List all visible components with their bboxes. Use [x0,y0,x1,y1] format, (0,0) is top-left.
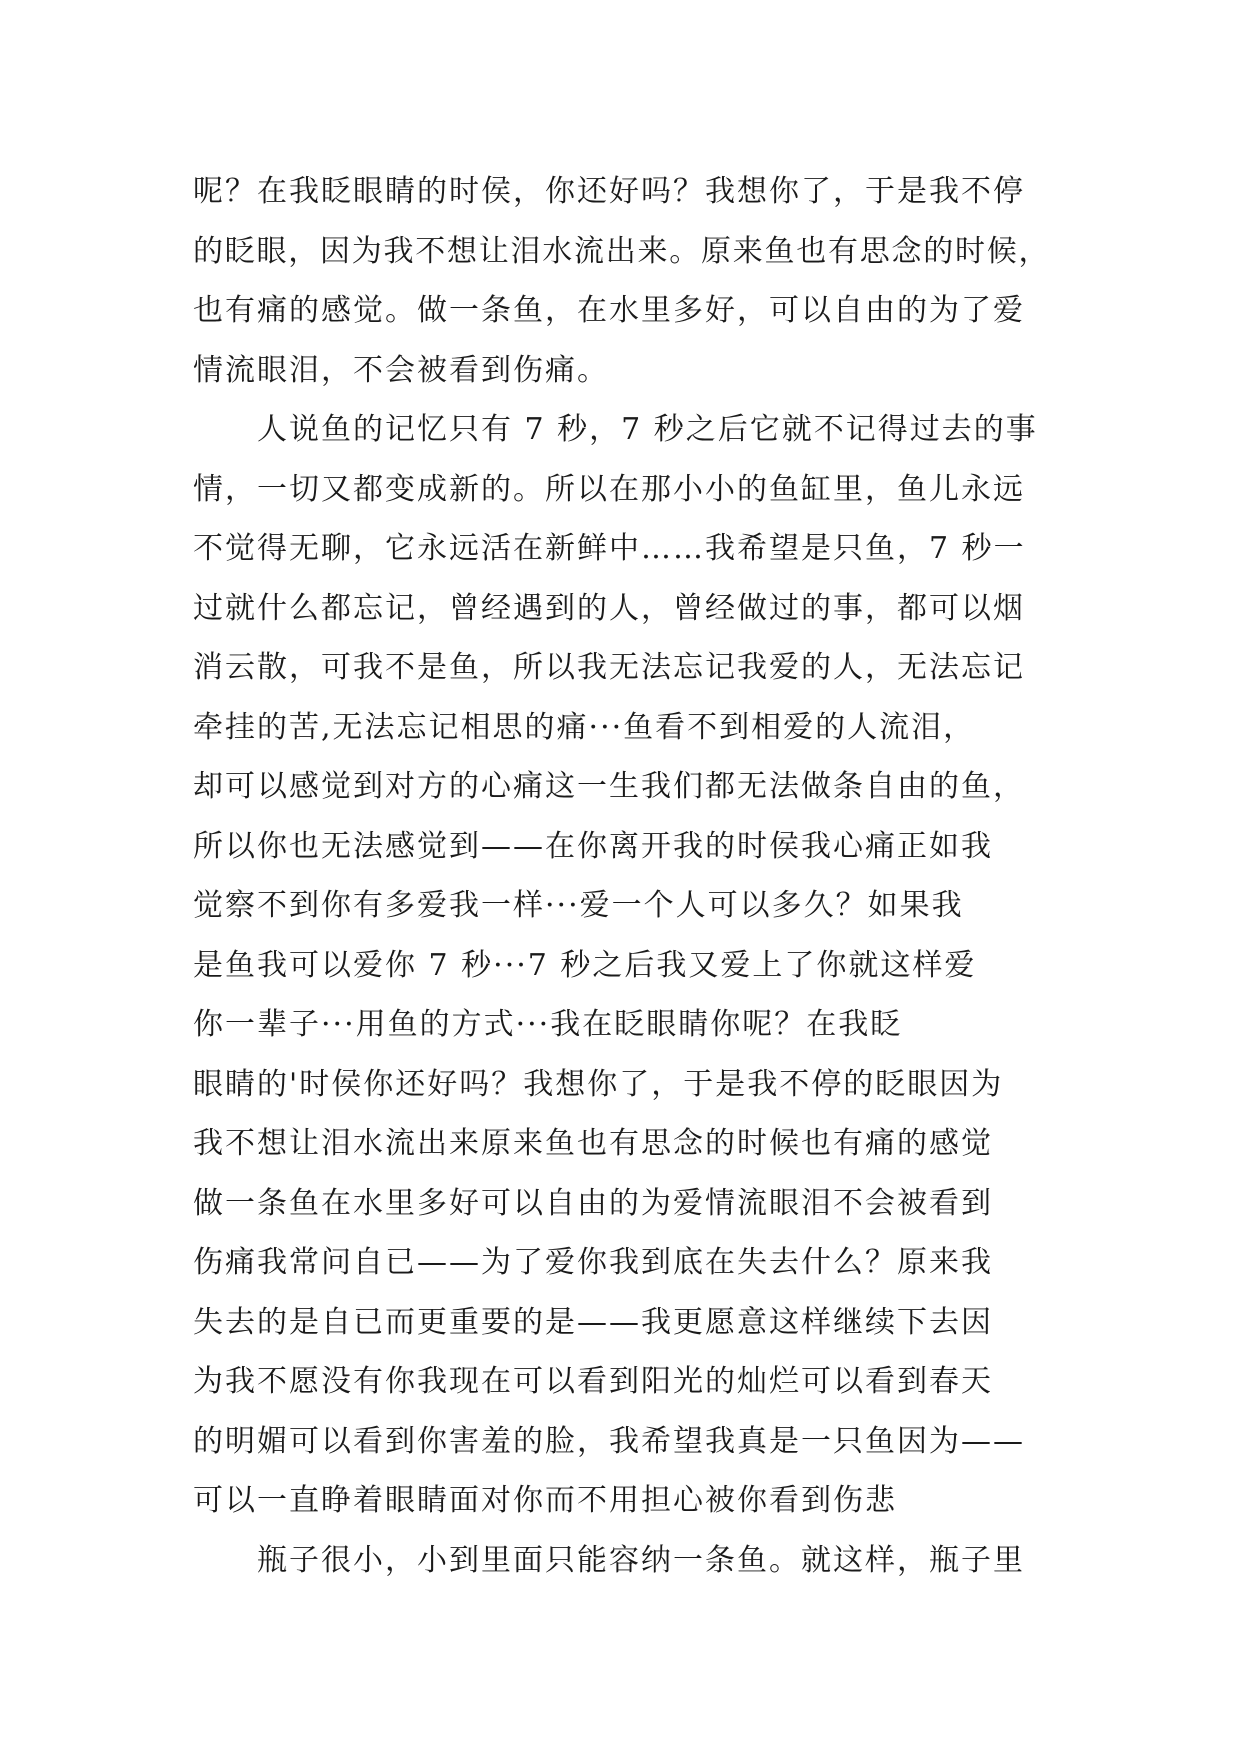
text-line: 我不想让泪水流出来原来鱼也有思念的时候也有痛的感觉 [193,1126,993,1161]
text-line: 牵挂的苦,无法忘记相思的痛···鱼看不到相爱的人流泪， [193,709,976,745]
text-line: 却可以感觉到对方的心痛这一生我们都无法做条自由的鱼， [193,769,1025,804]
text-line: 所以你也无法感觉到——在你离开我的时侯我心痛正如我 [193,828,993,864]
text-line: 过就什么都忘记，曾经遇到的人，曾经做过的事，都可以烟 [193,590,1025,626]
text-line: 是鱼我可以爱你 7 秒···7 秒之后我又爱上了你就这样爱 [193,947,977,983]
paragraph [193,400,1053,1531]
text-line: 不觉得无聊，它永远活在新鲜中……我希望是只鱼，7 秒一 [193,531,1026,566]
text-line: 可以一直睁着眼睛面对你而不用担心被你看到伤悲 [193,1483,897,1518]
text-line: 人说鱼的记忆只有 7 秒，7 秒之后它就不记得过去的事 [257,412,1038,447]
text-line: 为我不愿没有你我现在可以看到阳光的灿烂可以看到春天 [193,1364,993,1399]
paragraph [193,1531,1053,1591]
text-line: 呢？在我眨眼睛的时侯，你还好吗？我想你了，于是我不停 [193,174,1025,209]
text-line: 失去的是自已而更重要的是——我更愿意这样继续下去因 [193,1304,993,1340]
text-line: 情流眼泪，不会被看到伤痛。 [193,352,609,388]
text-line: 做一条鱼在水里多好可以自由的为爱情流眼泪不会被看到 [193,1185,993,1221]
text-line: 消云散，可我不是鱼，所以我无法忘记我爱的人，无法忘记 [193,650,1025,685]
text-line: 也有痛的感觉。做一条鱼，在水里多好，可以自由的为了爱 [193,293,1025,328]
paragraph [193,162,1053,400]
text-line: 眼睛的'时侯你还好吗？我想你了，于是我不停的眨眼因为 [193,1066,1004,1102]
text-line: 的眨眼，因为我不想让泪水流出来。原来鱼也有思念的时候， [193,233,1051,269]
text-line: 的明媚可以看到你害羞的脸，我希望我真是一只鱼因为—— [193,1423,1025,1459]
text-line: 伤痛我常问自已——为了爱你我到底在失去什么？原来我 [193,1245,993,1280]
body-text [193,162,1053,1590]
text-line: 你一辈子···用鱼的方式···我在眨眼睛你呢？在我眨 [193,1007,903,1042]
text-line: 觉察不到你有多爱我一样···爱一个人可以多久？如果我 [193,888,964,923]
text-line: 瓶子很小，小到里面只能容纳一条鱼。就这样，瓶子里 [257,1542,1025,1578]
text-line: 情，一切又都变成新的。所以在那小小的鱼缸里，鱼儿永远 [193,471,1025,507]
